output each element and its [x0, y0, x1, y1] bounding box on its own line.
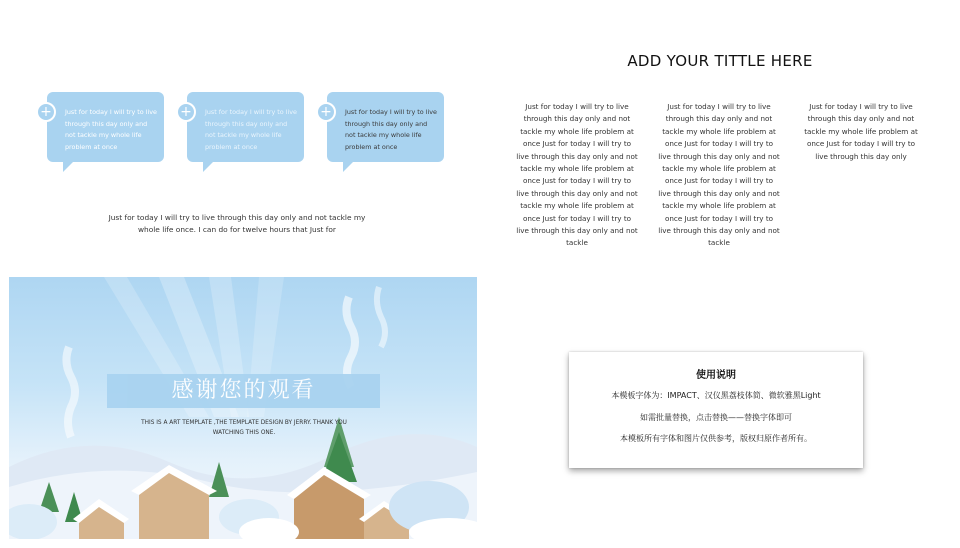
winter-slide — [9, 277, 477, 539]
speech-bubble-2 — [180, 92, 304, 162]
usage-line-1: 本模板字体为：IMPACT、汉仪黑荔枝体简、微软雅黑Light — [611, 391, 821, 400]
usage-line-3: 本模板所有字体和图片仅供参考，版权归原作者所有。 — [620, 434, 812, 443]
plus-icon: + — [176, 102, 196, 122]
usage-line-2: 如需批量替换，点击替换——替换字体即可 — [640, 413, 792, 422]
bubble-tail — [343, 162, 353, 172]
bubble-text-2: Just for today I will try to live through this day only and not tackle my whole life problem at once — [205, 108, 297, 151]
bubble-text-3: Just for today I will try to live through this day only and not tackle my whole life problem at once — [345, 108, 437, 151]
slide-title: 感谢您的观看 — [171, 378, 316, 403]
text-column-1: Just for today I will try to live through this day only and not tackle my whole life problem at once Just for today I will try to live through this day only and not tackle my whole life problem at once Just for today I will try to live through this day only and not tackle my whole life problem at once Just for today I will try to live through this day only and not tackle — [516, 102, 638, 248]
plus-icon: + — [316, 102, 336, 122]
speech-bubble-1 — [40, 92, 164, 162]
slide-title-banner — [107, 374, 380, 408]
section-title: ADD YOUR TITTLE HERE — [627, 52, 813, 70]
plus-icon: + — [36, 102, 56, 122]
usage-card — [569, 352, 863, 468]
bubble-tail — [63, 162, 73, 172]
usage-title: 使用说明 — [696, 370, 736, 381]
bubble-text-1: Just for today I will try to live through this day only and not tackle my whole life problem at once — [65, 108, 157, 151]
bubble-caption: Just for today I will try to live through this day only and not tackle my whole life once. I can do for twelve hours that Just for — [108, 213, 366, 234]
text-column-3: Just for today I will try to live through this day only and not tackle my whole life problem at once Just for today I will try to live through this day only — [804, 102, 918, 161]
speech-bubble-3 — [320, 92, 444, 162]
bubble-tail — [203, 162, 213, 172]
slide-subtitle: THIS IS A ART TEMPLATE ,THE TEMPLATE DESIGN BY JERRY. THANK YOU WATCHING THIS ONE. — [141, 420, 347, 436]
text-column-2: Just for today I will try to live through this day only and not tackle my whole life problem at once Just for today I will try to live through this day only and not tackle my whole life problem at once Just for today I will try to live through this day only and not tackle my whole life problem at once Just for today I will try to live through this day only and not tackle — [658, 102, 780, 248]
winter-scene-illustration — [9, 277, 477, 539]
